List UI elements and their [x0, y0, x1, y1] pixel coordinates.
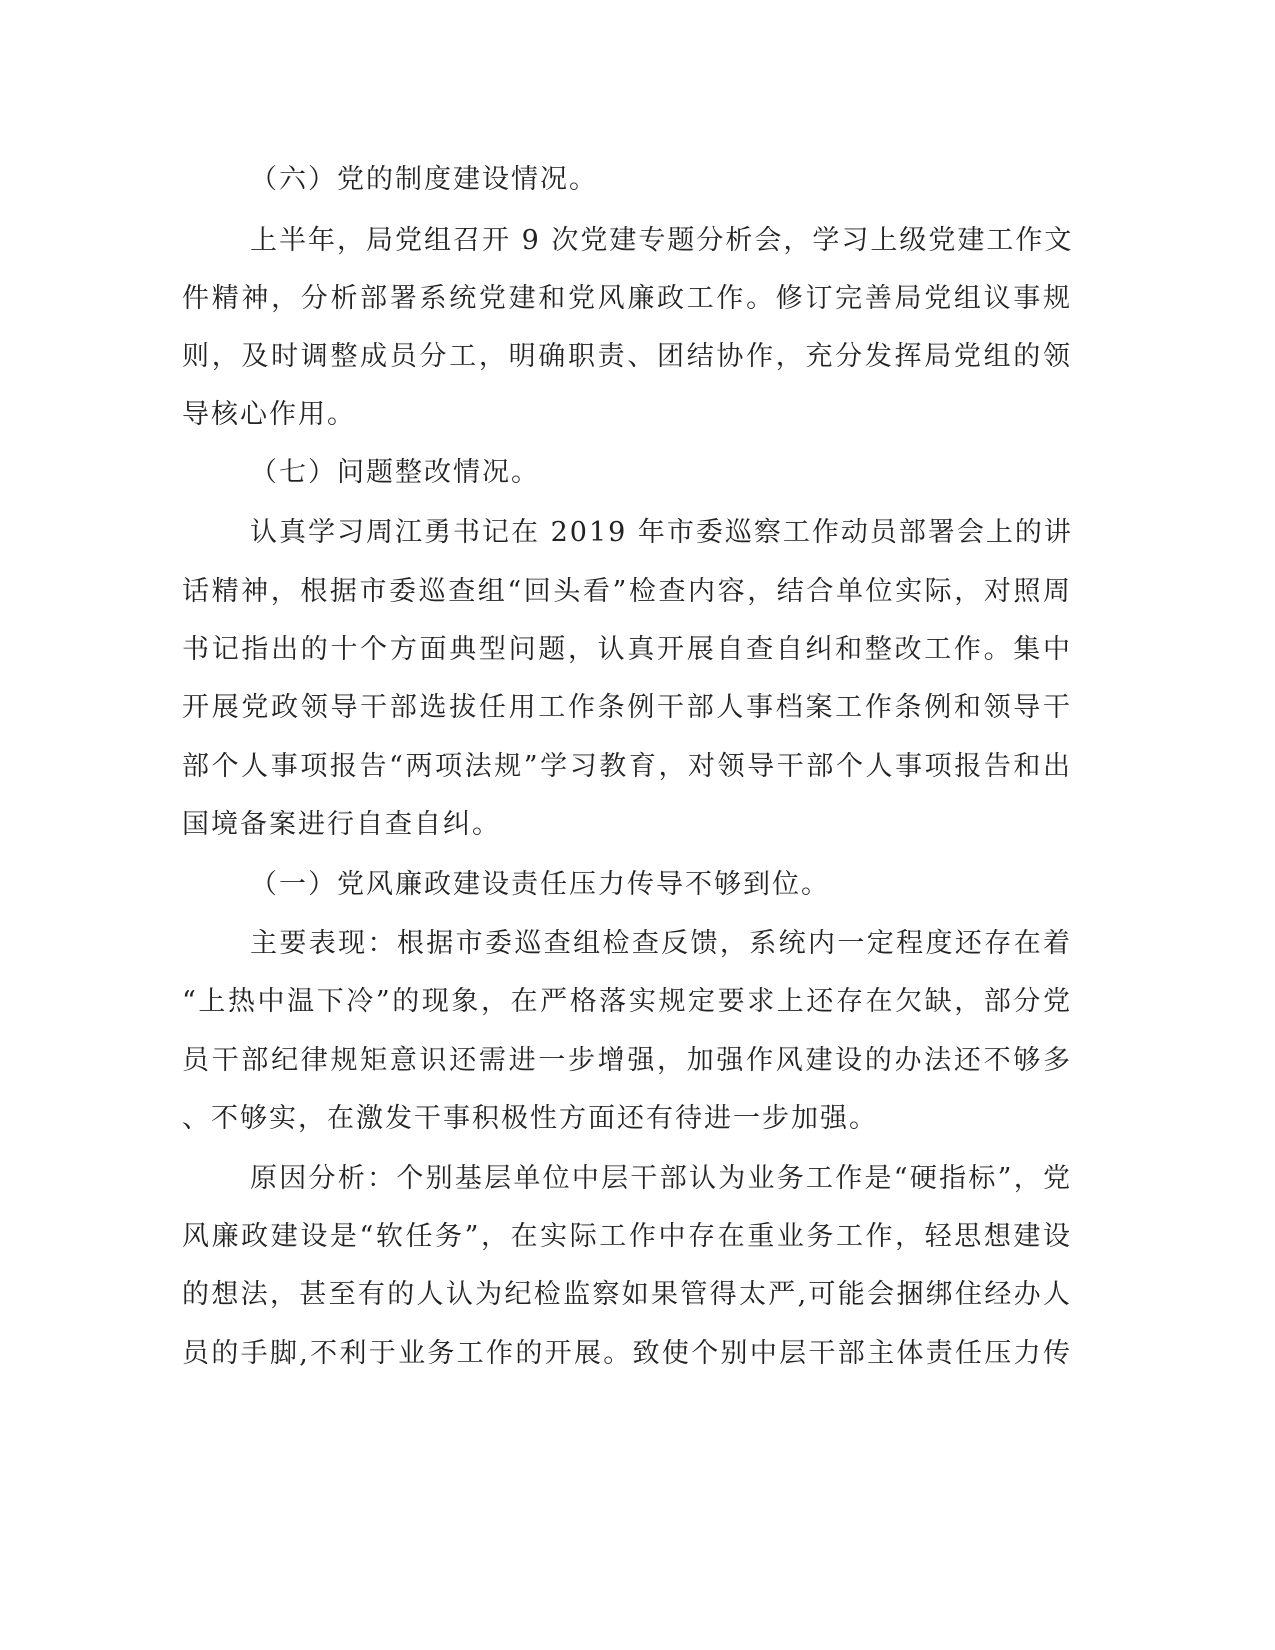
- heading-rectification: （七）问题整改情况。: [250, 457, 540, 488]
- paragraph-line: 、不够实，在激发干事积极性方面还有待进一步加强。: [182, 1103, 878, 1134]
- paragraph-line: 员的手脚,不利于业务工作的开展。致使个别中层干部主体责任压力传: [182, 1338, 1072, 1369]
- paragraph-line: 国境备案进行自查自纠。: [182, 809, 501, 840]
- heading-responsibility-pressure: （一）党风廉政建设责任压力传导不够到位。: [250, 869, 830, 900]
- paragraph-line: “上热中温下冷”的现象，在严格落实规定要求上还存在欠缺，部分党: [182, 986, 1072, 1017]
- paragraph-line: 话精神，根据市委巡查组“回头看”检查内容，结合单位实际，对照周: [182, 576, 1072, 607]
- paragraph-line: 的想法，甚至有的人认为纪检监察如果管得太严,可能会捆绑住经办人: [182, 1279, 1072, 1310]
- paragraph-line: 上半年，局党组召开 9 次党建专题分析会，学习上级党建工作文: [250, 225, 1074, 256]
- paragraph-line: 部个人事项报告“两项法规”学习教育，对领导干部个人事项报告和出: [182, 751, 1072, 782]
- paragraph-line: 书记指出的十个方面典型问题，认真开展自查自纠和整改工作。集中: [182, 634, 1072, 665]
- paragraph-line: 原因分析：个别基层单位中层干部认为业务工作是“硬指标”，党: [250, 1163, 1072, 1194]
- paragraph-line: 员干部纪律规矩意识还需进一步增强，加强作风建设的办法还不够多: [182, 1045, 1072, 1076]
- paragraph-line: 风廉政建设是“软任务”，在实际工作中存在重业务工作，轻思想建设: [182, 1221, 1072, 1252]
- paragraph-line: 则，及时调整成员分工，明确职责、团结协作，充分发挥局党组的领: [182, 341, 1072, 372]
- paragraph-line: 开展党政领导干部选拔任用工作条例干部人事档案工作条例和领导干: [182, 692, 1072, 723]
- paragraph-line: 主要表现：根据市委巡查组检查反馈，系统内一定程度还存在着: [250, 928, 1072, 959]
- paragraph-line: 件精神，分析部署系统党建和党风廉政工作。修订完善局党组议事规: [182, 283, 1072, 314]
- heading-party-system-building: （六）党的制度建设情况。: [250, 164, 598, 195]
- paragraph-line: 认真学习周江勇书记在 2019 年市委巡察工作动员部署会上的讲: [250, 517, 1073, 548]
- paragraph-line: 导核心作用。: [182, 399, 356, 430]
